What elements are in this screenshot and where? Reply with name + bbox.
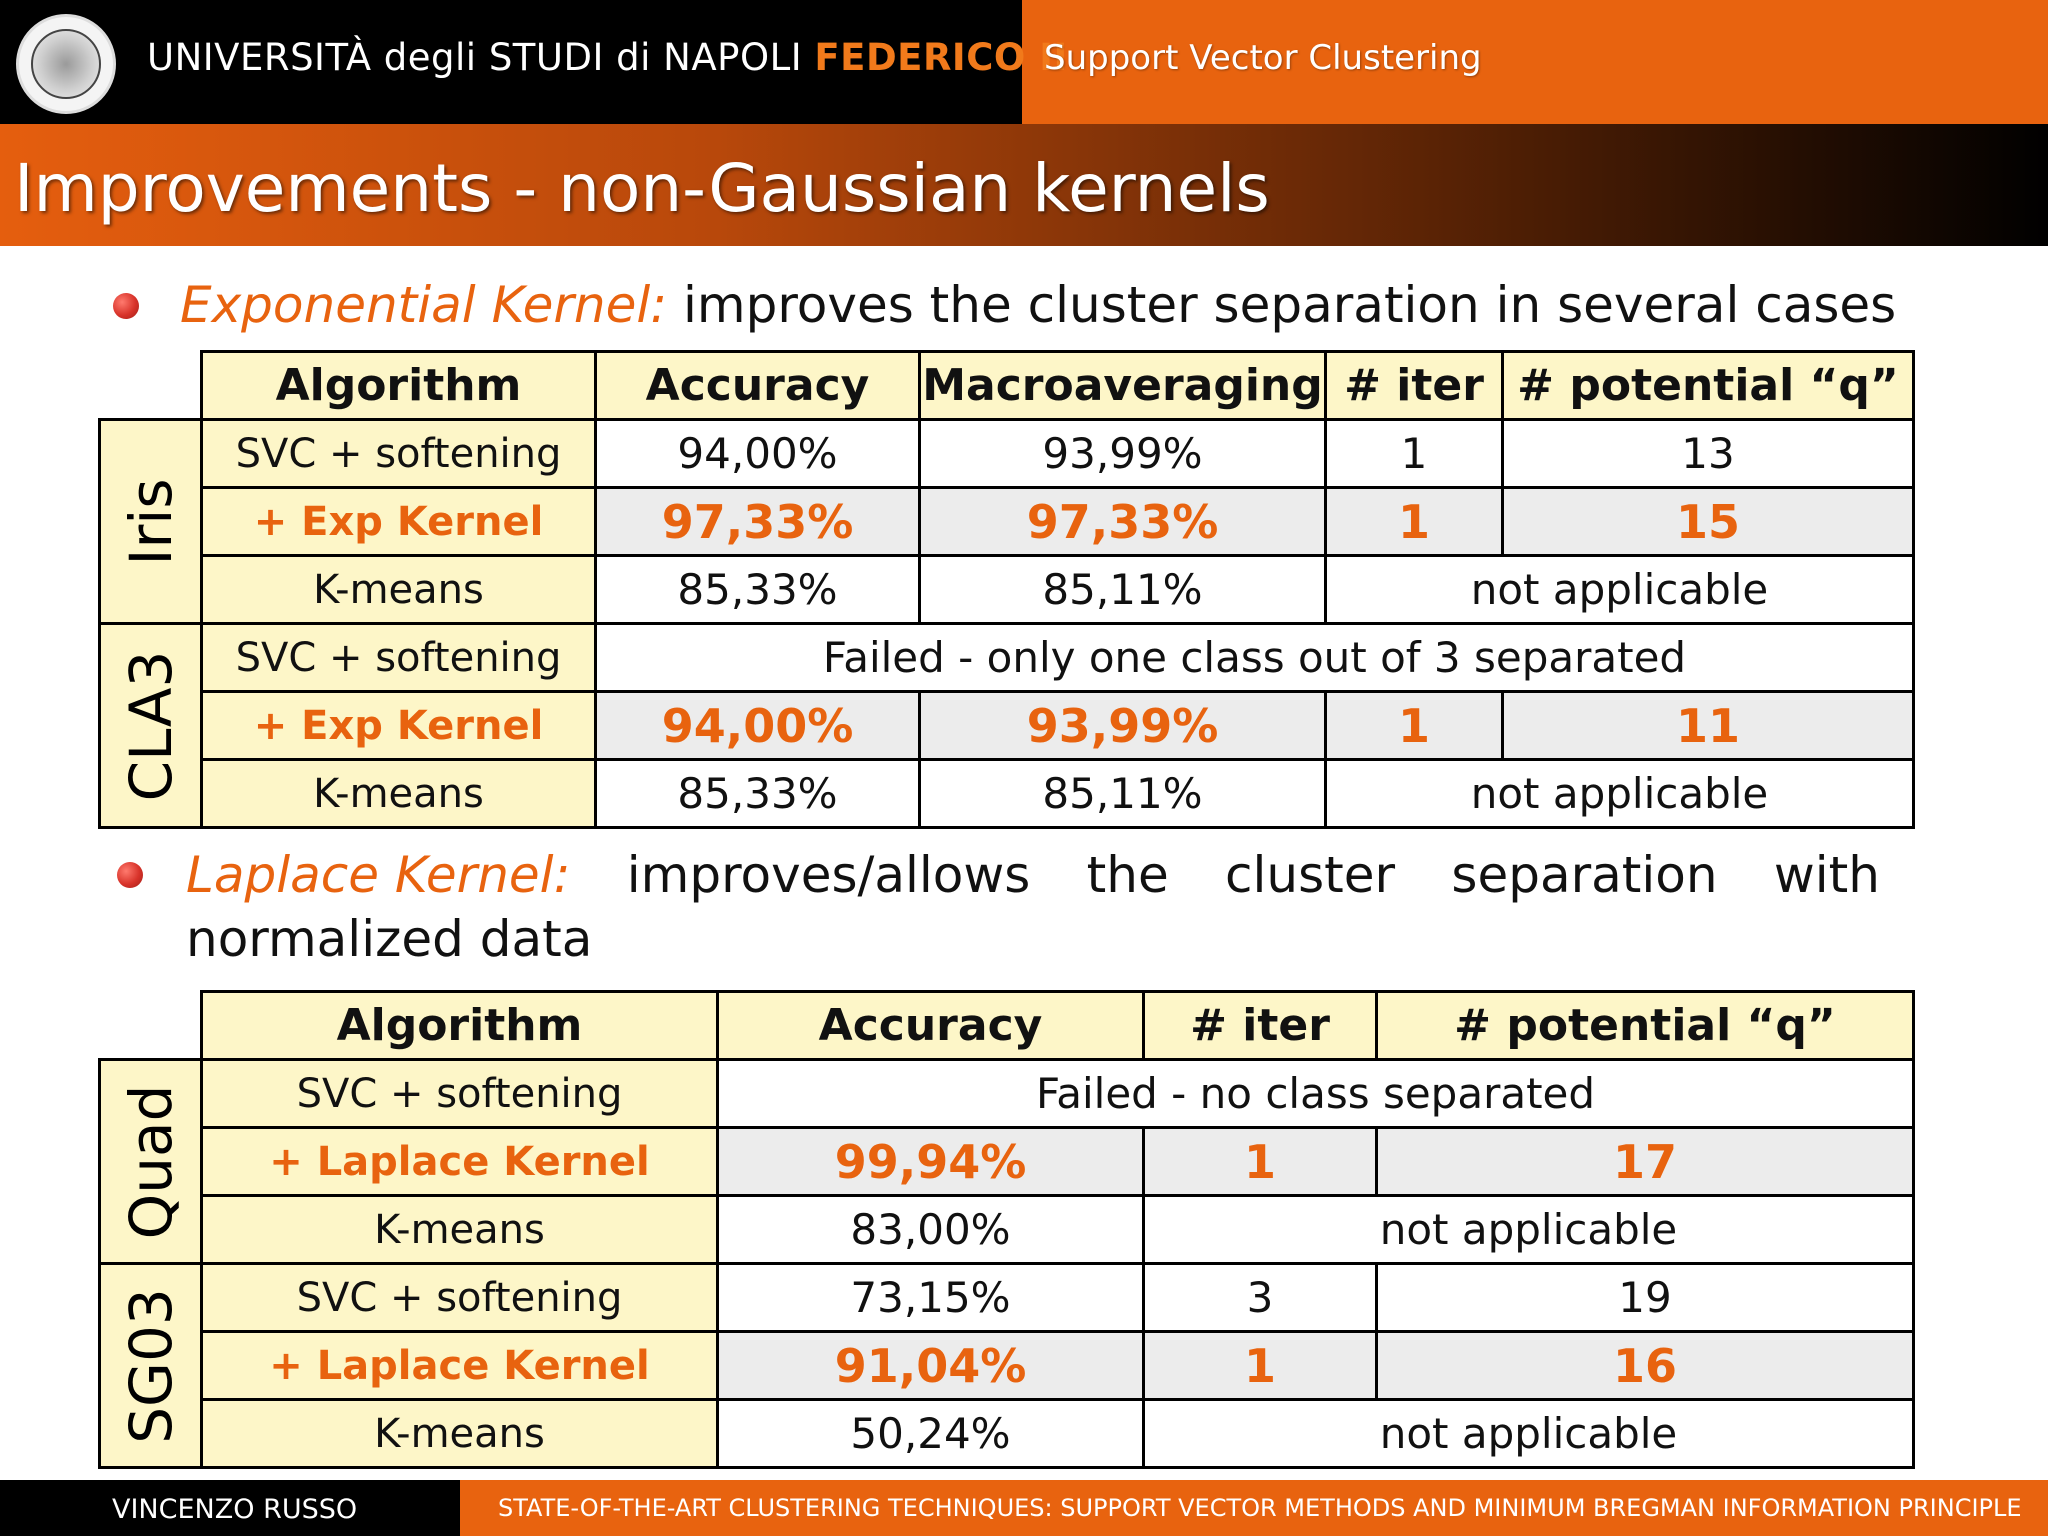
- q-cell: 15: [1503, 488, 1914, 556]
- bullet-dot: [113, 293, 139, 319]
- table-row: [100, 1196, 1914, 1264]
- table-header-row: [100, 352, 1914, 420]
- dataset-label: Quad: [116, 1084, 185, 1239]
- col-header: # iter: [1326, 352, 1503, 420]
- bullet-dot: [117, 862, 143, 888]
- bullet-keyword: Exponential Kernel:: [180, 276, 668, 334]
- q-cell: 17: [1377, 1128, 1914, 1196]
- col-header: # potential “q”: [1503, 352, 1914, 420]
- dataset-label: Iris: [116, 477, 185, 566]
- algorithm-cell: + Exp Kernel: [202, 488, 596, 556]
- algorithm-cell: + Laplace Kernel: [202, 1332, 718, 1400]
- not-applicable-cell: not applicable: [1326, 556, 1914, 624]
- algorithm-cell: SVC + softening: [202, 624, 596, 692]
- table-row: [100, 760, 1914, 828]
- algorithm-cell: SVC + softening: [202, 1060, 718, 1128]
- algorithm-cell: + Exp Kernel: [202, 692, 596, 760]
- slide-title: Improvements - non-Gaussian kernels: [14, 150, 1270, 227]
- accuracy-cell: 83,00%: [718, 1196, 1144, 1264]
- footer-author: VINCENZO RUSSO: [112, 1494, 358, 1525]
- table-row: [100, 1060, 1914, 1128]
- algorithm-cell: K-means: [202, 1400, 718, 1468]
- bullet-word: separation: [1451, 846, 1718, 904]
- accuracy-cell: 94,00%: [596, 420, 920, 488]
- iter-cell: 1: [1326, 488, 1503, 556]
- dataset-label: CLA3: [116, 650, 185, 801]
- bullet-exponential: [180, 276, 1896, 334]
- table-row: [100, 692, 1914, 760]
- dataset-label: SG03: [116, 1287, 185, 1444]
- col-header: Macroaveraging: [920, 352, 1326, 420]
- table-header-row: [100, 992, 1914, 1060]
- accuracy-cell: 97,33%: [596, 488, 920, 556]
- table-row: [100, 488, 1914, 556]
- macro-cell: 93,99%: [920, 420, 1326, 488]
- col-header: # potential “q”: [1377, 992, 1914, 1060]
- accuracy-cell: 91,04%: [718, 1332, 1144, 1400]
- iter-cell: 1: [1326, 692, 1503, 760]
- bullet-text-line2: normalized data: [186, 910, 593, 968]
- iter-cell: 1: [1144, 1332, 1377, 1400]
- table-row: [100, 1400, 1914, 1468]
- accuracy-cell: 73,15%: [718, 1264, 1144, 1332]
- bullet-word: cluster: [1225, 846, 1396, 904]
- course-title: Support Vector Clustering: [1044, 38, 1482, 78]
- iter-cell: 1: [1144, 1128, 1377, 1196]
- q-cell: 11: [1503, 692, 1914, 760]
- exp-kernel-table: [98, 350, 1915, 829]
- not-applicable-cell: not applicable: [1144, 1196, 1914, 1264]
- q-cell: 19: [1377, 1264, 1914, 1332]
- accuracy-cell: 99,94%: [718, 1128, 1144, 1196]
- col-header: # iter: [1144, 992, 1377, 1060]
- dataset-label-cell: [100, 420, 202, 624]
- accuracy-cell: 85,33%: [596, 556, 920, 624]
- bullet-word: improves/allows: [626, 846, 1031, 904]
- iter-cell: 3: [1144, 1264, 1377, 1332]
- col-header: Algorithm: [202, 352, 596, 420]
- macro-cell: 93,99%: [920, 692, 1326, 760]
- algorithm-cell: K-means: [202, 760, 596, 828]
- q-cell: 13: [1503, 420, 1914, 488]
- table-row: [100, 556, 1914, 624]
- accuracy-cell: 94,00%: [596, 692, 920, 760]
- dataset-label-cell: [100, 624, 202, 828]
- table-row: [100, 624, 1914, 692]
- accuracy-cell: 50,24%: [718, 1400, 1144, 1468]
- col-header: Accuracy: [596, 352, 920, 420]
- table-row: [100, 1128, 1914, 1196]
- algorithm-cell: K-means: [202, 556, 596, 624]
- iter-cell: 1: [1326, 420, 1503, 488]
- not-applicable-cell: not applicable: [1326, 760, 1914, 828]
- accuracy-cell: 85,33%: [596, 760, 920, 828]
- bullet-text: improves the cluster separation in several cases: [667, 276, 1897, 334]
- col-header: Algorithm: [202, 992, 718, 1060]
- macro-cell: 85,11%: [920, 556, 1326, 624]
- table-row: [100, 1332, 1914, 1400]
- dataset-label-cell: [100, 1060, 202, 1264]
- bullet-word: the: [1086, 846, 1169, 904]
- not-applicable-cell: not applicable: [1144, 1400, 1914, 1468]
- university-name: UNIVERSITÀ degli STUDI di NAPOLI FEDERICO II: [147, 36, 1068, 79]
- macro-cell: 85,11%: [920, 760, 1326, 828]
- algorithm-cell: SVC + softening: [202, 1264, 718, 1332]
- algorithm-cell: K-means: [202, 1196, 718, 1264]
- q-cell: 16: [1377, 1332, 1914, 1400]
- bullet-keyword: Laplace Kernel:: [186, 846, 571, 904]
- failed-cell: Failed - only one class out of 3 separated: [596, 624, 1914, 692]
- footer-thesis-title: STATE-OF-THE-ART CLUSTERING TECHNIQUES: SUPPORT VECTOR METHODS AND MINIMUM BREGMAN INFORMATION PRINCIPLE: [498, 1494, 2022, 1522]
- bullet-word: with: [1773, 846, 1880, 904]
- algorithm-cell: + Laplace Kernel: [202, 1128, 718, 1196]
- table-row: [100, 420, 1914, 488]
- dataset-label-cell: [100, 1264, 202, 1468]
- failed-cell: Failed - no class separated: [718, 1060, 1914, 1128]
- algorithm-cell: SVC + softening: [202, 420, 596, 488]
- col-header: Accuracy: [718, 992, 1144, 1060]
- university-seal-icon: [16, 14, 116, 114]
- macro-cell: 97,33%: [920, 488, 1326, 556]
- laplace-kernel-table: [98, 990, 1915, 1469]
- university-name-highlight: FEDERICO II: [814, 36, 1068, 79]
- table-row: [100, 1264, 1914, 1332]
- bullet-laplace: [186, 846, 1880, 968]
